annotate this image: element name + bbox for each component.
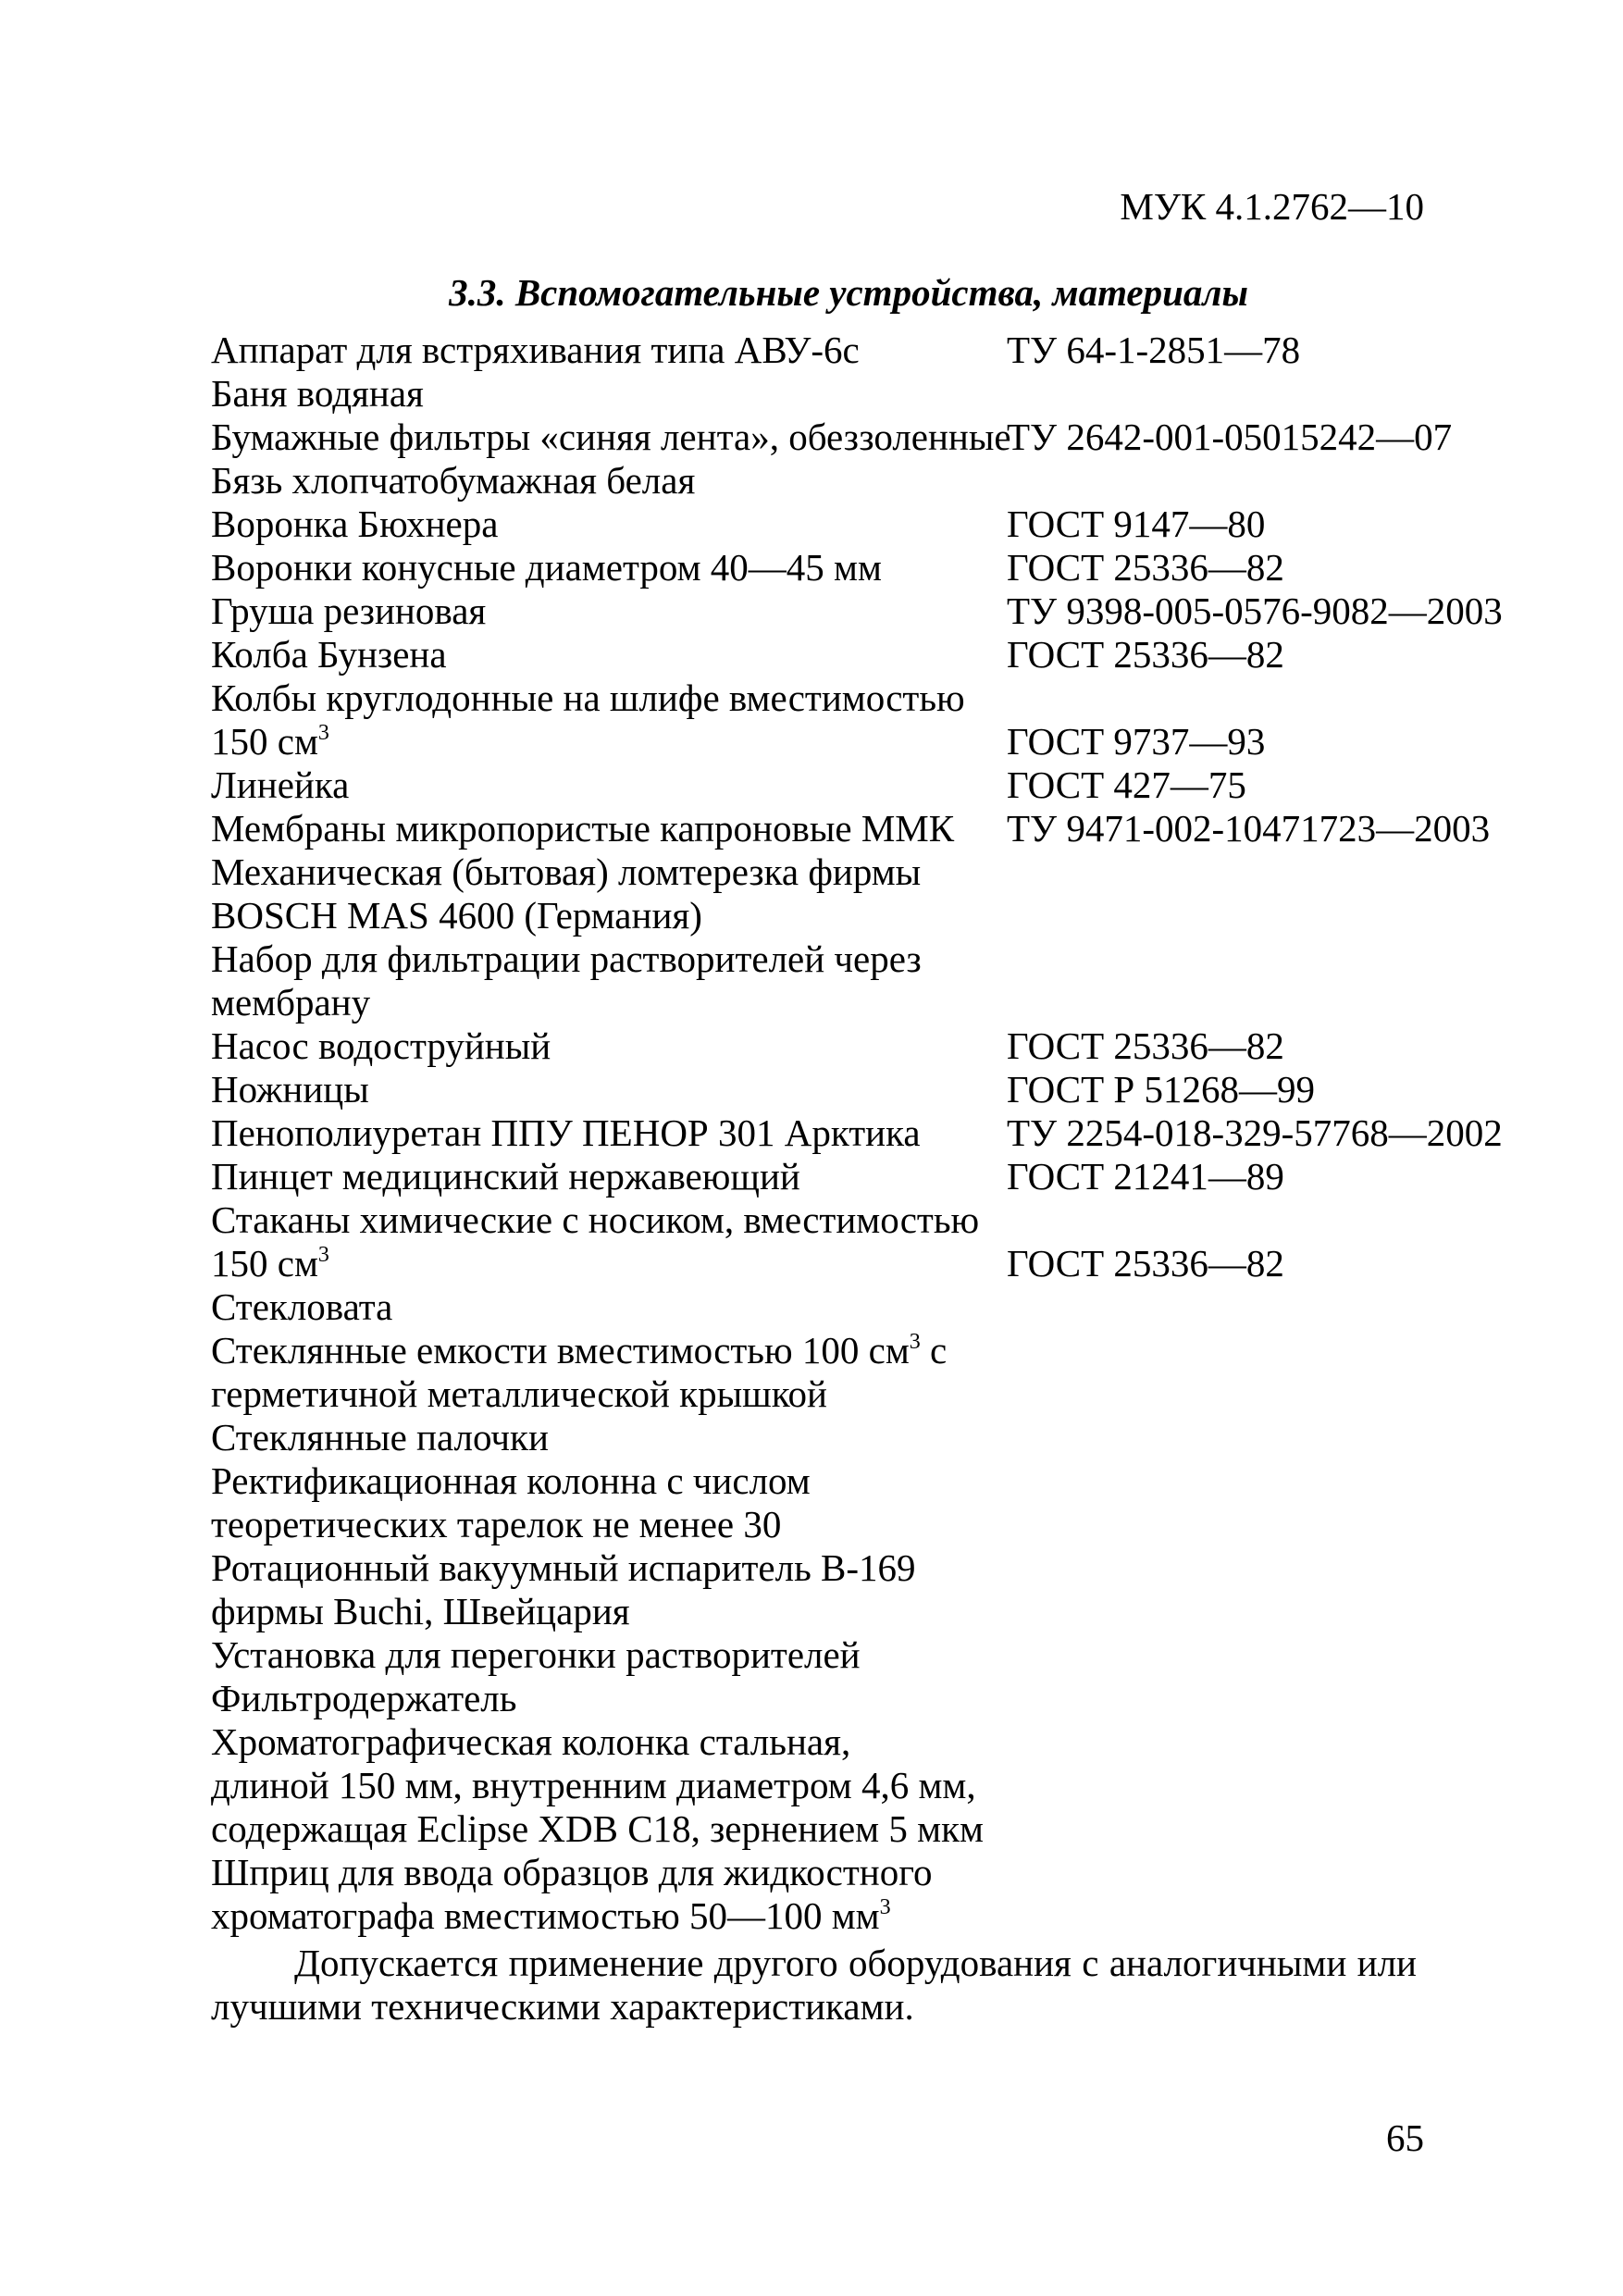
list-item: [211, 372, 1525, 416]
item-name-line: [211, 1503, 1007, 1546]
item-name-line: [211, 1372, 1007, 1416]
list-item: [211, 1111, 1525, 1155]
item-name-text: Пинцет медицинский нержавеющий: [211, 1155, 800, 1198]
list-item: [211, 416, 1525, 459]
item-name: [211, 1068, 1007, 1111]
item-name-text: фирмы Buchi, Швейцария: [211, 1590, 630, 1632]
item-name-line: [211, 981, 1007, 1024]
item-name-text: Аппарат для встряхивания типа АВУ-6с: [211, 329, 860, 371]
item-name-line: [211, 1329, 1007, 1372]
item-name-text: Механическая (бытовая) ломтерезка фирмы: [211, 850, 922, 893]
list-item: [211, 590, 1525, 633]
item-name: [211, 937, 1007, 1024]
list-item: [211, 1851, 1525, 1938]
item-name-text: Шприц для ввода образцов для жидкостного: [211, 1851, 933, 1893]
item-name-text: Фильтродержатель: [211, 1677, 517, 1719]
superscript: 3: [909, 1330, 921, 1354]
item-name-line: [211, 1546, 1007, 1590]
item-name-line: [211, 459, 1007, 503]
list-item: [211, 1416, 1525, 1459]
item-name: [211, 850, 1007, 937]
item-name: [211, 1546, 1007, 1633]
item-standard: ТУ 2642-001-05015242—07: [1007, 416, 1453, 458]
superscript: 3: [879, 1895, 891, 1919]
item-name: [211, 1459, 1007, 1546]
item-name-text: Воронка Бюхнера: [211, 503, 499, 545]
item-name-text: 150 см: [211, 720, 318, 763]
list-item: [211, 1198, 1525, 1285]
item-name-text: мембрану: [211, 981, 371, 1024]
item-name-text: 150 см: [211, 1242, 318, 1285]
list-item: [211, 676, 1525, 763]
item-name: [211, 416, 1011, 459]
item-name-text: теоретических тарелок не менее 30: [211, 1503, 782, 1545]
item-name: [211, 1111, 1007, 1155]
item-name-text: Линейка: [211, 763, 350, 806]
item-name: [211, 1198, 1007, 1285]
item-name-line: [211, 546, 1007, 590]
list-item: [211, 807, 1525, 850]
item-standard: ГОСТ 9737—93: [1007, 720, 1266, 763]
item-name-text: хроматографа вместимостью 50—100 мм: [211, 1894, 880, 1937]
item-name: [211, 1416, 1007, 1459]
equipment-list: [211, 329, 1525, 1938]
item-name-line: [211, 1155, 1007, 1198]
item-name-line: [211, 633, 1007, 676]
item-standard: ТУ 64-1-2851—78: [1007, 329, 1301, 371]
item-standard: ГОСТ 25336—82: [1007, 1024, 1284, 1067]
item-name-tail: с: [920, 1329, 948, 1371]
item-name-line: [211, 372, 1007, 416]
item-name-line: [211, 1764, 1007, 1807]
item-name: [211, 503, 1007, 546]
superscript: 3: [317, 721, 329, 745]
item-name-text: Груша резиновая: [211, 590, 487, 632]
item-name: [211, 1024, 1007, 1068]
item-name-text: Стеклянные емкости вместимостью 100 см: [211, 1329, 910, 1371]
item-standard: ГОСТ 427—75: [1007, 763, 1246, 806]
item-name-text: Стекловата: [211, 1285, 393, 1328]
list-item: [211, 1329, 1525, 1416]
item-standard: ГОСТ 9147—80: [1007, 503, 1266, 545]
list-item: [211, 1677, 1525, 1720]
item-name-line: [211, 850, 1007, 894]
item-name-line: [211, 1459, 1007, 1503]
item-name-line: [211, 1677, 1007, 1720]
item-name: [211, 1677, 1007, 1720]
item-name: [211, 1285, 1007, 1329]
list-item: [211, 1285, 1525, 1329]
item-name: [211, 1851, 1007, 1938]
item-name: [211, 590, 1007, 633]
item-name-line: [211, 1242, 1007, 1285]
item-name-line: [211, 807, 1007, 850]
item-name-text: Насос водоструйный: [211, 1024, 551, 1067]
item-name-line: [211, 1068, 1007, 1111]
document-id: МУК 4.1.2762—10: [1120, 185, 1424, 228]
item-name-line: [211, 720, 1007, 763]
superscript: 3: [317, 1243, 329, 1267]
list-item: [211, 459, 1525, 503]
item-standard: ГОСТ Р 51268—99: [1007, 1068, 1315, 1111]
list-item: [211, 503, 1525, 546]
item-name-line: [211, 763, 1007, 807]
list-item: [211, 1720, 1525, 1851]
item-name: [211, 329, 1007, 372]
note-paragraph: Допускается применение другого оборудования с аналогичными или лучшими техническими характеристиками.: [211, 1942, 1417, 2028]
list-item: [211, 633, 1525, 676]
item-name: [211, 459, 1007, 503]
item-standard: ГОСТ 25336—82: [1007, 546, 1284, 589]
item-standard: ГОСТ 25336—82: [1007, 1242, 1284, 1285]
item-name-text: Стаканы химические с носиком, вместимостью: [211, 1198, 980, 1241]
item-name-text: Хроматографическая колонка стальная,: [211, 1720, 851, 1763]
list-item: [211, 329, 1525, 372]
item-name-text: Пенополиуретан ППУ ПЕНОР 301 Арктика: [211, 1111, 921, 1154]
item-name: [211, 1329, 1007, 1416]
item-name-text: Набор для фильтрации растворителей через: [211, 937, 922, 980]
list-item: [211, 937, 1525, 1024]
item-name-text: Колбы круглодонные на шлифе вместимостью: [211, 676, 965, 719]
item-name: [211, 676, 1007, 763]
item-name-line: [211, 1111, 1007, 1155]
item-name-text: Бязь хлопчатобумажная белая: [211, 459, 696, 502]
item-name-line: [211, 329, 1007, 372]
list-item: [211, 850, 1525, 937]
item-name: [211, 372, 1007, 416]
item-name-text: длиной 150 мм, внутренним диаметром 4,6 мм,: [211, 1764, 976, 1806]
item-name-text: герметичной металлической крышкой: [211, 1372, 827, 1415]
item-name: [211, 807, 1007, 850]
item-name: [211, 546, 1007, 590]
item-name: [211, 1720, 1007, 1851]
item-name-text: Мембраны микропористые капроновые ММК: [211, 807, 955, 850]
list-item: [211, 1155, 1525, 1198]
list-item: [211, 1459, 1525, 1546]
item-name-line: [211, 937, 1007, 981]
item-name-line: [211, 1590, 1007, 1633]
item-name-text: Колба Бунзена: [211, 633, 447, 676]
item-name: [211, 763, 1007, 807]
item-name-line: [211, 1851, 1007, 1894]
item-name-text: Ротационный вакуумный испаритель В-169: [211, 1546, 916, 1589]
list-item: [211, 763, 1525, 807]
item-name-text: Ректификационная колонна с числом: [211, 1459, 811, 1502]
item-standard: ТУ 9471-002-10471723—2003: [1007, 807, 1491, 850]
item-standard: ТУ 9398-005-0576-9082—2003: [1007, 590, 1503, 632]
item-name: [211, 1155, 1007, 1198]
item-name-line: [211, 1633, 1007, 1677]
item-name: [211, 1633, 1007, 1677]
list-item: [211, 1068, 1525, 1111]
item-standard: ГОСТ 21241—89: [1007, 1155, 1284, 1198]
item-name-line: [211, 1894, 1007, 1938]
item-name-line: [211, 1285, 1007, 1329]
item-name-text: Бумажные фильтры «синяя лента», обеззоленные: [211, 416, 1011, 458]
item-name-line: [211, 676, 1007, 720]
item-name-text: Стеклянные палочки: [211, 1416, 549, 1458]
list-item: [211, 1546, 1525, 1633]
item-name-text: BOSCH MAS 4600 (Германия): [211, 894, 702, 937]
item-standard: ГОСТ 25336—82: [1007, 633, 1284, 676]
item-name-line: [211, 1024, 1007, 1068]
item-name-text: Воронки конусные диаметром 40—45 мм: [211, 546, 882, 589]
item-name-text: Ножницы: [211, 1068, 369, 1111]
item-name-line: [211, 1198, 1007, 1242]
item-name-line: [211, 1807, 1007, 1851]
item-name-line: [211, 1416, 1007, 1459]
item-standard: ТУ 2254-018-329-57768—2002: [1007, 1111, 1503, 1154]
item-name-text: содержащая Eclipse XDB C18, зернением 5 мкм: [211, 1807, 984, 1850]
page-number: 65: [1386, 2116, 1424, 2159]
item-name-line: [211, 1720, 1007, 1764]
list-item: [211, 1024, 1525, 1068]
item-name-text: Установка для перегонки растворителей: [211, 1633, 861, 1676]
item-name-line: [211, 503, 1007, 546]
item-name-line: [211, 590, 1007, 633]
section-title: 3.3. Вспомогательные устройства, материалы: [449, 271, 1248, 314]
item-name: [211, 633, 1007, 676]
item-name-line: [211, 416, 1011, 459]
list-item: [211, 546, 1525, 590]
item-name-text: Баня водяная: [211, 372, 424, 415]
list-item: [211, 1633, 1525, 1677]
item-name-line: [211, 894, 1007, 937]
